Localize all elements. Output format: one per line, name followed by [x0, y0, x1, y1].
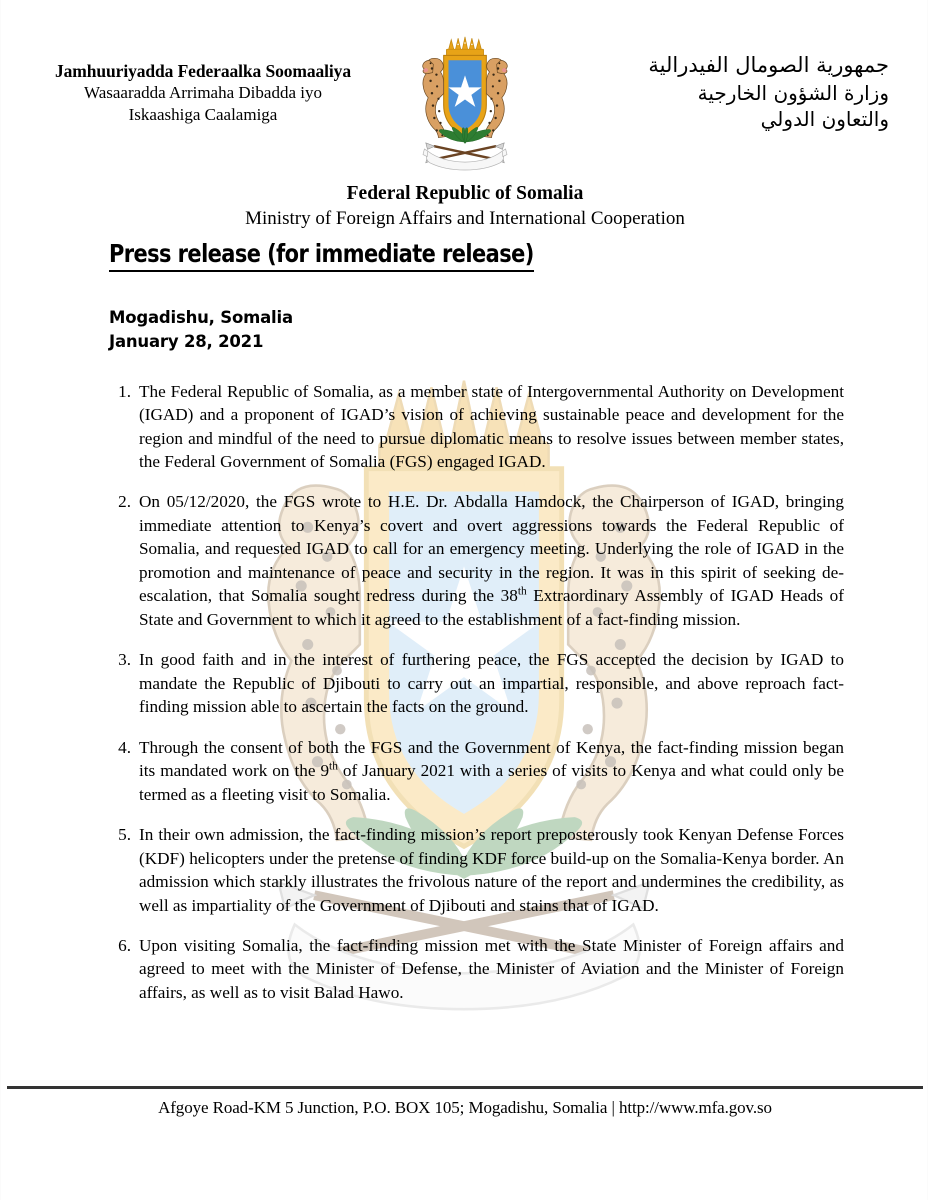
document-header	[1, 0, 928, 229]
item-text: Upon visiting Somalia, the fact-finding mission met with the State Minister of Foreign affairs and agreed to meet with the Minister of Defense, the Minister of Aviation and the Minister of Foreign affairs, as well as to visit Balad Hawo.	[139, 935, 844, 1002]
somali-ministry-line-2: Iskaashiga Caalamiga	[128, 105, 278, 125]
item-text: In their own admission, the fact-finding mission’s report preposterously took Kenyan Defense Forces (KDF) helicopters under the pretense of finding KDF force build-up on the Somalia-Kenya border. An admission which starkly illustrates the frivolous nature of the report and undermines the credibility, as well as impartiality of the Government of Djibouti and stains that of IGAD.	[139, 825, 844, 915]
footer-divider	[7, 1086, 923, 1089]
item-number: 5.	[118, 825, 131, 845]
item-number: 6.	[118, 935, 131, 955]
item-text: In good faith and in the interest of furthering peace, the FGS accepted the decision by IGAD to mandate the Republic of Djibouti to carry out an impartial, responsible, and above reproach fact-finding mission able to ascertain the facts on the ground.	[139, 650, 844, 717]
item-number: 1.	[118, 381, 131, 401]
footer-contact-info: Afgoye Road-KM 5 Junction, P.O. BOX 105; Mogadishu, Somalia | http://www.mfa.gov.so	[158, 1098, 772, 1117]
item-text-before: On 05/12/2020, the FGS wrote to H.E. Dr. Abdalla Hamdock, the Chairperson of IGAD, bringing immediate attention to Kenya’s covert and overt aggressions towards the Federal Republic of Somalia, and requested IGAD to call for an emergency meeting. Underlying the role of IGAD in the promotion and maintenance of peace and security in the region. It was in this spirit of seeking de-escalation, that Somalia sought redress during the 38	[139, 492, 844, 606]
somali-country-name: Jamhuuriyadda Federaalka Soomaaliya	[55, 61, 351, 81]
list-item	[118, 380, 844, 474]
date-line: January 28, 2021	[109, 331, 264, 351]
item-text-after: of January 2021 with a series of visits to Kenya and what could only be termed as a fleeting visit to Somalia.	[139, 761, 845, 804]
list-item	[118, 736, 845, 806]
ministry-title-en: Ministry of Foreign Affairs and International Cooperation	[245, 207, 685, 229]
document-body	[1, 240, 928, 1021]
press-release-items	[1, 380, 928, 1005]
item-number: 4.	[118, 737, 131, 757]
list-item	[118, 490, 844, 631]
list-item	[118, 648, 844, 718]
country-title-en: Federal Republic of Somalia	[346, 183, 584, 204]
item-number: 3.	[118, 650, 131, 670]
ordinal-suffix: th	[329, 760, 338, 773]
item-number: 2.	[118, 492, 131, 512]
arabic-country-name: جمهورية الصومال الفيدرالية	[648, 53, 889, 77]
organization-titles	[1, 182, 928, 231]
item-text: The Federal Republic of Somalia, as a member state of Intergovernmental Authority on Development (IGAD) and a proponent of IGAD’s vision of achieving sustainable peace and development for the region and mindful of the need to pursue diplomatic means to resolve issues between member states, the Federal Government of Somalia (FGS) engaged IGAD.	[139, 381, 844, 471]
somali-ministry-line-1: Wasaaradda Arrimaha Dibadda iyo	[84, 83, 322, 103]
arabic-ministry-line-2: والتعاون الدولي	[760, 107, 889, 132]
coat-of-arms-emblem	[378, 32, 553, 180]
place-line: Mogadishu, Somalia	[109, 307, 293, 327]
place-and-date	[109, 306, 928, 354]
item-text-after: Extraordinary Assembly of IGAD Heads of State and Government to which it agreed to the establishment of a fact-finding mission.	[139, 586, 844, 629]
list-item	[118, 823, 844, 917]
list-item	[118, 934, 844, 1004]
header-somali-text	[23, 60, 383, 126]
arabic-ministry-line-1: وزارة الشؤون الخارجية	[697, 80, 889, 105]
page-title: Press release (for immediate release)	[109, 240, 534, 272]
header-arabic-text	[549, 52, 889, 133]
ordinal-suffix: th	[517, 585, 527, 598]
item-text-before: Through the consent of both the FGS and the Government of Kenya, the fact-finding mission began its mandated work on the 9	[139, 737, 844, 781]
